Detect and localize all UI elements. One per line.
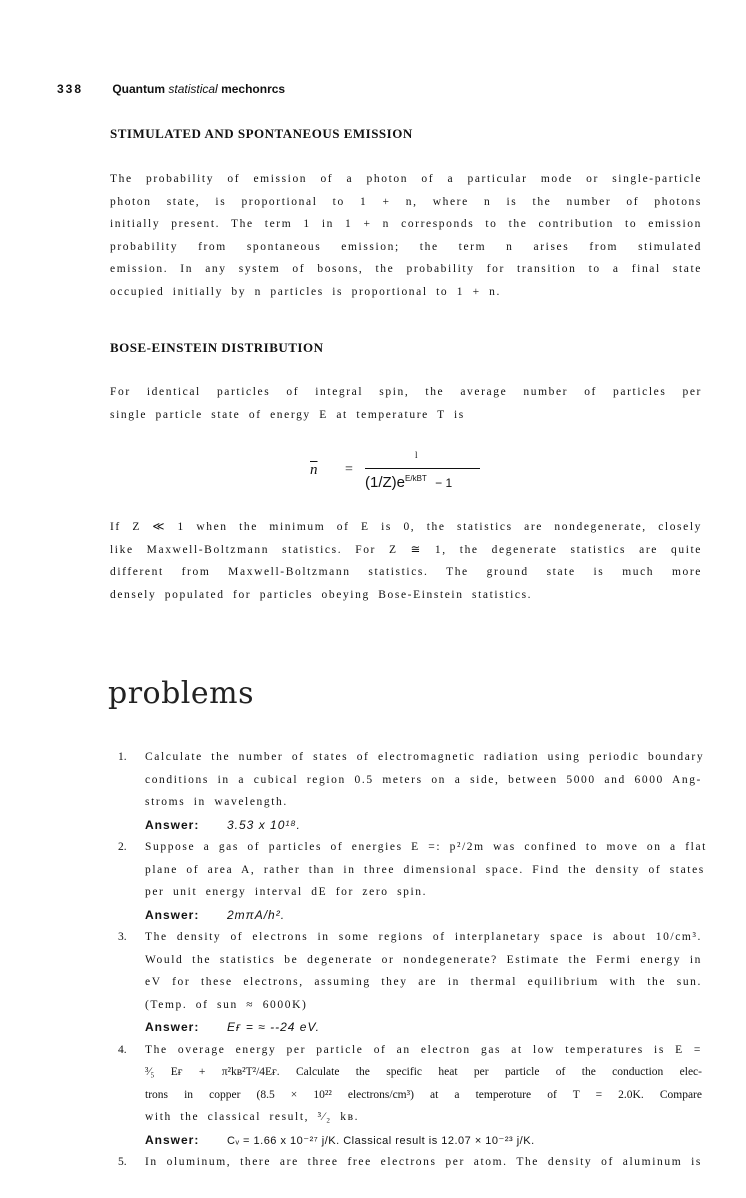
problem-answer bbox=[145, 904, 702, 927]
paragraph-line: The probability of emission of a photon of a particular mode or single-particle bbox=[110, 173, 702, 185]
paragraph-line: If Z ≪ 1 when the minimum of E is 0, the statistics are nondegenerate, closely bbox=[110, 521, 702, 533]
section-heading-emission: STIMULATED AND SPONTANEOUS EMISSION bbox=[110, 126, 413, 141]
answer-label: Answer: bbox=[145, 1132, 200, 1147]
paragraph-line: emission. In any system of bosons, the probability for transition to a final state bbox=[110, 263, 702, 275]
paragraph-line: like Maxwell-Boltzmann statistics. For Z ≅ 1, the degenerate statistics are quite bbox=[110, 543, 702, 556]
problem-number: 5. bbox=[118, 1156, 127, 1168]
paragraph-line: single particle state of energy E at temperature T is bbox=[110, 408, 465, 421]
section-heading-bose-einstein: BOSE-EINSTEIN DISTRIBUTION bbox=[110, 340, 324, 355]
problem-line: (Temp. of sun ≈ 6000K) bbox=[145, 998, 308, 1011]
problem-item bbox=[110, 836, 707, 926]
problem-number: 2. bbox=[118, 841, 127, 853]
problem-line: stroms in wavelength. bbox=[145, 796, 288, 808]
denominator-exponent bbox=[405, 474, 427, 483]
problem-line: Calculate the number of states of electromagnetic radiation using periodic boundary bbox=[145, 751, 705, 763]
problem-line: per unit energy interval dE for zero spin. bbox=[145, 886, 428, 898]
problem-line: Suppose a gas of particles of energies E =: p²/2m was confined to move on a flat bbox=[145, 841, 707, 853]
running-head bbox=[57, 82, 285, 96]
paragraph-line: densely populated for particles obeying Bose-Einstein statistics. bbox=[110, 588, 533, 601]
problem-line: The density of electrons in some regions of interplanetary space is about 10/cm³. bbox=[145, 931, 702, 943]
problem-answer bbox=[145, 1129, 702, 1152]
denominator-base: (1/Z)e bbox=[365, 474, 406, 491]
running-head-title-italic: statistical bbox=[168, 82, 218, 96]
problem-number: 3. bbox=[118, 931, 127, 943]
running-head-title-suffix: mechonrcs bbox=[221, 82, 286, 96]
problem-number: 4. bbox=[118, 1043, 127, 1056]
problem-line: In oluminum, there are three free electrons per atom. The density of aluminum is bbox=[145, 1156, 702, 1168]
formula-numerator: l bbox=[415, 450, 418, 460]
exponent-energy: E/k bbox=[405, 474, 417, 483]
problem-item bbox=[110, 746, 705, 836]
paragraph-line: photon state, is proportional to 1 + n, where n is the number of photons bbox=[110, 195, 702, 208]
running-head-title-prefix: Quantum bbox=[112, 82, 166, 96]
answer-label: Answer: bbox=[145, 1020, 200, 1034]
bose-einstein-intro bbox=[110, 381, 702, 426]
statistics-paragraph bbox=[110, 516, 702, 606]
problem-item bbox=[110, 926, 702, 1039]
denominator-minus-one: − 1 bbox=[435, 476, 453, 490]
answer-value: 2mπA/h². bbox=[227, 907, 286, 922]
problems-title: problems bbox=[108, 676, 255, 711]
paragraph-line: probability from spontaneous emission; the term n arises from stimulated bbox=[110, 240, 702, 253]
answer-value: 3.53 x 10¹⁸. bbox=[227, 817, 301, 832]
emission-paragraph bbox=[110, 168, 702, 303]
problem-line: trons in copper (8.5 × 10²² electrons/cm³) at a temperoture of T = 2.0K. Compare bbox=[145, 1088, 702, 1101]
problem-item bbox=[110, 1039, 702, 1152]
bose-einstein-formula bbox=[300, 452, 500, 502]
answer-value: Eғ = ≈ --24 eV. bbox=[227, 1020, 320, 1034]
paragraph-line: For identical particles of integral spin, the average number of particles per bbox=[110, 386, 702, 398]
formula-equals: = bbox=[345, 462, 353, 477]
problems-list bbox=[110, 746, 707, 1174]
problem-answer bbox=[145, 1016, 702, 1039]
exponent-sub: B bbox=[416, 474, 422, 483]
problem-number: 1. bbox=[118, 751, 127, 763]
fraction-bar bbox=[365, 468, 480, 469]
problem-line: The overage energy per particle of an electron gas at low temperatures is E = bbox=[145, 1043, 702, 1056]
answer-label: Answer: bbox=[145, 817, 200, 832]
paragraph-line: occupied initially by n particles is proportional to 1 + n. bbox=[110, 285, 501, 298]
problem-line: plane of area A, rather than in three dimensional space. Find the density of states bbox=[145, 863, 705, 876]
exponent-temp: T bbox=[421, 474, 427, 483]
problem-answer bbox=[145, 814, 702, 837]
problem-line: ³⁄₅ Eғ + π²kʙ²T²/4Eғ. Calculate the specific heat per particle of the conduction elec- bbox=[145, 1066, 702, 1078]
formula-denominator bbox=[365, 474, 452, 491]
problem-line: with the classical result, ³⁄₂ kʙ. bbox=[145, 1111, 360, 1123]
paragraph-line: different from Maxwell-Boltzmann statistics. The ground state is much more bbox=[110, 566, 702, 578]
answer-label: Answer: bbox=[145, 907, 200, 922]
problem-line: conditions in a cubical region 0.5 meters on a side, between 5000 and 6000 Ang- bbox=[145, 773, 702, 786]
problem-item bbox=[110, 1151, 702, 1174]
paragraph-line: initially present. The term 1 in 1 + n corresponds to the contribution to emission bbox=[110, 218, 702, 230]
page-number: 338 bbox=[57, 82, 84, 96]
formula-lhs: $\overline{n}$ bbox=[310, 462, 318, 478]
problem-line: Would the statistics be degenerate or nondegenerate? Estimate the Fermi energy in bbox=[145, 953, 702, 966]
answer-value: Cᵥ = 1.66 x 10⁻²⁷ j/K. Classical result is 12.07 × 10⁻²³ j/K. bbox=[227, 1134, 535, 1147]
problem-line: eV for these electrons, assuming they are in thermal equilibrium with the sun. bbox=[145, 976, 702, 988]
